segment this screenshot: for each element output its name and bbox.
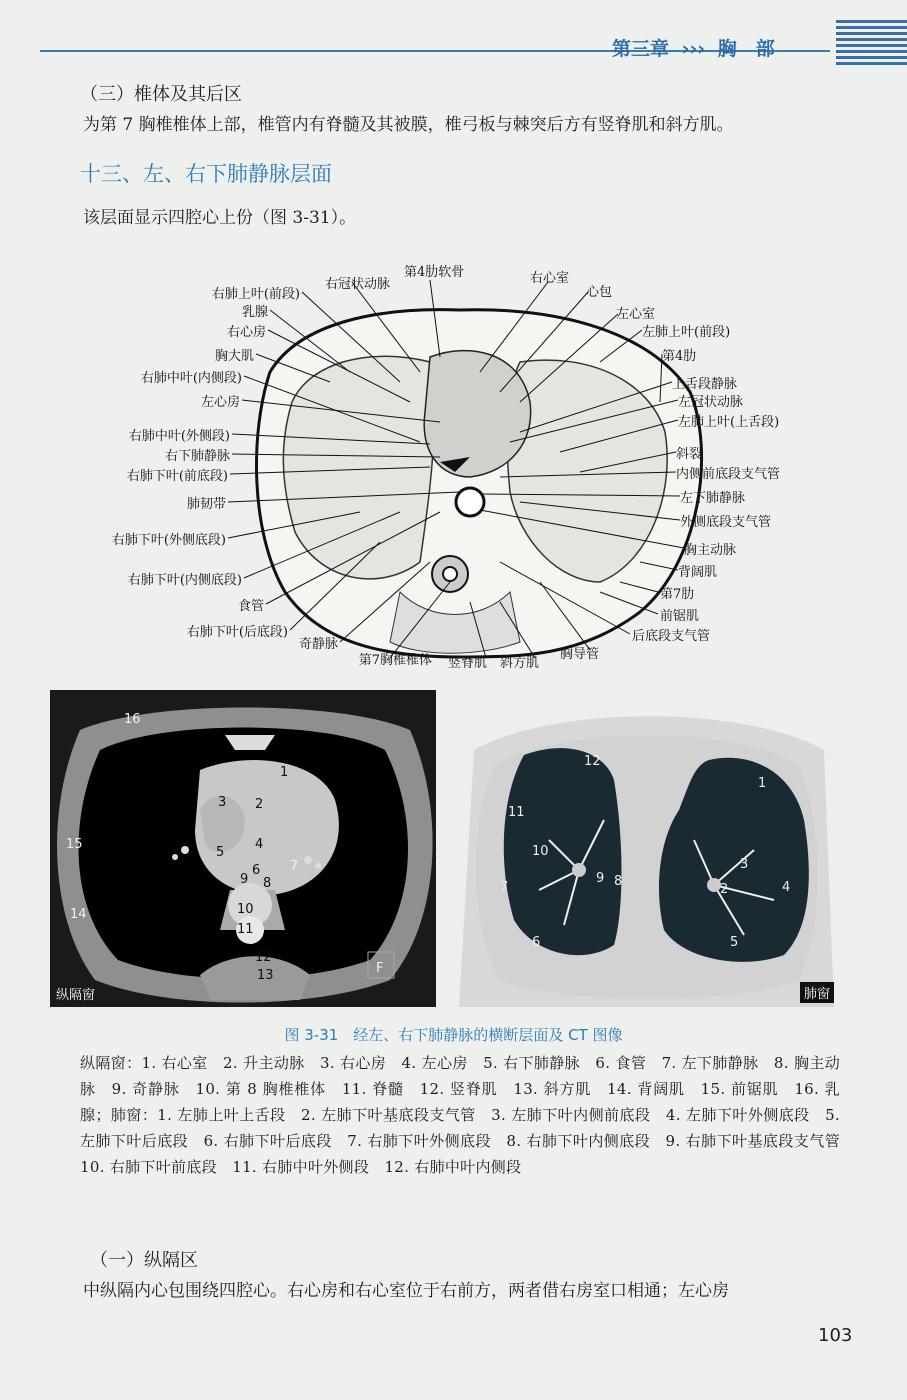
diagram-label: 竖脊肌 xyxy=(448,656,488,671)
section-label: 胸 部 xyxy=(717,38,775,60)
diagram-label: 胸主动脉 xyxy=(684,543,737,558)
diagram-label: 上舌段静脉 xyxy=(672,377,738,392)
diagram-label: 斜裂 xyxy=(676,447,703,462)
cross-section-diagram xyxy=(0,262,907,677)
diagram-label: 第4肋 xyxy=(662,349,697,364)
ct-number: 6 xyxy=(532,935,541,950)
diagram-label: 内侧前底段支气管 xyxy=(676,467,781,482)
ct-right-label: 肺窗 xyxy=(800,982,834,1003)
diagram-label: 第4肋软骨 xyxy=(404,265,465,280)
diagram-label: 食管 xyxy=(237,599,264,614)
diagram-label: 第7肋 xyxy=(660,587,695,602)
diagram-label: 右心室 xyxy=(530,271,570,286)
chapter-label: 第三章 xyxy=(612,38,670,60)
header-arrows: ››› xyxy=(681,38,706,60)
ct-lung-window xyxy=(454,690,840,1007)
diagram-label: 右肺中叶(外侧段) xyxy=(128,429,230,444)
figure-caption: 图 3-31 经左、右下肺静脉的横断层面及 CT 图像 xyxy=(284,1026,623,1044)
ct-mediastinal-window xyxy=(50,690,436,1007)
ct-number: 11 xyxy=(508,805,525,820)
ct-number: 13 xyxy=(257,968,274,983)
page-number: 103 xyxy=(818,1325,853,1346)
running-header xyxy=(612,34,775,61)
ct-number: 4 xyxy=(255,837,264,852)
ct-number: 12 xyxy=(584,754,601,769)
ct-number: 7 xyxy=(500,880,509,895)
diagram-label: 右肺上叶(前段) xyxy=(211,287,300,302)
ct-number: 4 xyxy=(782,880,791,895)
ct-number: 1 xyxy=(758,776,767,791)
diagram-label: 左心房 xyxy=(200,395,240,410)
diagram-label: 左肺上叶(上舌段) xyxy=(678,415,780,430)
ct-number: 15 xyxy=(66,837,83,852)
ct-number: 14 xyxy=(70,907,87,922)
ct-number: 8 xyxy=(614,874,623,889)
section-3-heading: （三）椎体及其后区 xyxy=(80,84,242,105)
ct-number: 5 xyxy=(730,935,739,950)
diagram-label: 肺韧带 xyxy=(186,497,226,512)
diagram-label: 奇静脉 xyxy=(298,637,338,652)
diagram-label: 左肺上叶(前段) xyxy=(642,325,731,340)
figure-legend: 纵隔窗：1. 右心室 2. 升主动脉 3. 右心房 4. 左心房 5. 右下肺静脉 6. 食管 7. 左下肺静脉 8. 胸主动脉 9. 奇静脉 10. 第 8 胸椎椎体 11. 脊髓 12. 竖脊肌 13. 斜方肌 14. 背阔肌 15. 前锯肌 16. 乳腺；肺窗：1. 左肺上叶上舌段 2. 左肺下叶基底段支气管 3. 左肺下叶内侧前底段 4. 左肺下叶外侧底段 5. 左肺下叶后底段 6. 右肺下叶后底段 7. 右肺下叶外侧底段 8. 右肺下叶内侧底段 9. 右肺下叶基底段支气管 10. 右肺下叶前底段 11. 右肺中叶外侧段 12. 右肺中叶内侧段 xyxy=(80,1054,856,1176)
header-stripes xyxy=(836,20,907,68)
ct-number: 9 xyxy=(240,872,249,887)
diagram-label: 胸导管 xyxy=(560,647,600,662)
diagram-label: 左心室 xyxy=(616,307,656,322)
diagram-label: 前锯肌 xyxy=(660,609,700,624)
diagram-label: 背阔肌 xyxy=(678,565,718,580)
diagram-label: 第7胸椎椎体 xyxy=(358,653,432,668)
ct-number: 9 xyxy=(596,871,605,886)
diagram-label: 右肺下叶(后底段) xyxy=(186,625,288,640)
ct-corner-mark: F xyxy=(376,961,384,976)
diagram-label: 左冠状动脉 xyxy=(678,395,744,410)
diagram-label: 右冠状动脉 xyxy=(324,277,390,292)
ct-number: 10 xyxy=(237,902,254,917)
diagram-label: 乳腺 xyxy=(241,305,268,320)
diagram-label: 右肺下叶(内侧底段) xyxy=(127,573,242,588)
diagram-label: 右肺下叶(外侧底段) xyxy=(111,533,226,548)
section-13-intro: 该层面显示四腔心上份（图 3-31）。 xyxy=(83,208,357,228)
ct-number: 2 xyxy=(255,797,264,812)
diagram-label: 后底段支气管 xyxy=(632,629,711,644)
ct-number: 1 xyxy=(280,765,289,780)
ct-left-label: 纵隔窗 xyxy=(56,988,96,1003)
ct-number: 3 xyxy=(218,795,227,810)
ct-number: 5 xyxy=(216,845,225,860)
ct-number: 3 xyxy=(740,857,749,872)
diagram-label: 右肺中叶(内侧段) xyxy=(140,371,242,386)
diagram-label: 右肺下叶(前底段) xyxy=(126,469,228,484)
ct-number: 16 xyxy=(124,712,141,727)
ct-number: 12 xyxy=(255,950,272,965)
diagram-label: 右下肺静脉 xyxy=(164,449,230,464)
diagram-label: 心包 xyxy=(586,285,613,300)
section-3-text: 为第 7 胸椎椎体上部，椎管内有脊髓及其被膜，椎弓板与棘突后方有竖脊肌和斜方肌。 xyxy=(83,115,734,135)
diagram-label: 斜方肌 xyxy=(500,656,540,671)
section-1-heading: （一）纵隔区 xyxy=(90,1250,198,1271)
ct-number: 11 xyxy=(237,922,254,937)
diagram-label: 左下肺静脉 xyxy=(680,491,746,506)
ct-number: 10 xyxy=(532,844,549,859)
ct-number: 2 xyxy=(720,882,729,897)
diagram-label: 外侧底段支气管 xyxy=(680,515,772,530)
diagram-label: 右心房 xyxy=(226,325,266,340)
ct-number: 7 xyxy=(290,859,299,874)
diagram-label: 胸大肌 xyxy=(214,349,254,364)
section-1-text: 中纵隔内心包围绕四腔心。右心房和右心室位于右前方，两者借右房室口相通；左心房 xyxy=(83,1281,729,1301)
section-13-heading: 十三、左、右下肺静脉层面 xyxy=(80,162,332,186)
ct-number: 6 xyxy=(252,863,261,878)
ct-number: 8 xyxy=(263,876,272,891)
